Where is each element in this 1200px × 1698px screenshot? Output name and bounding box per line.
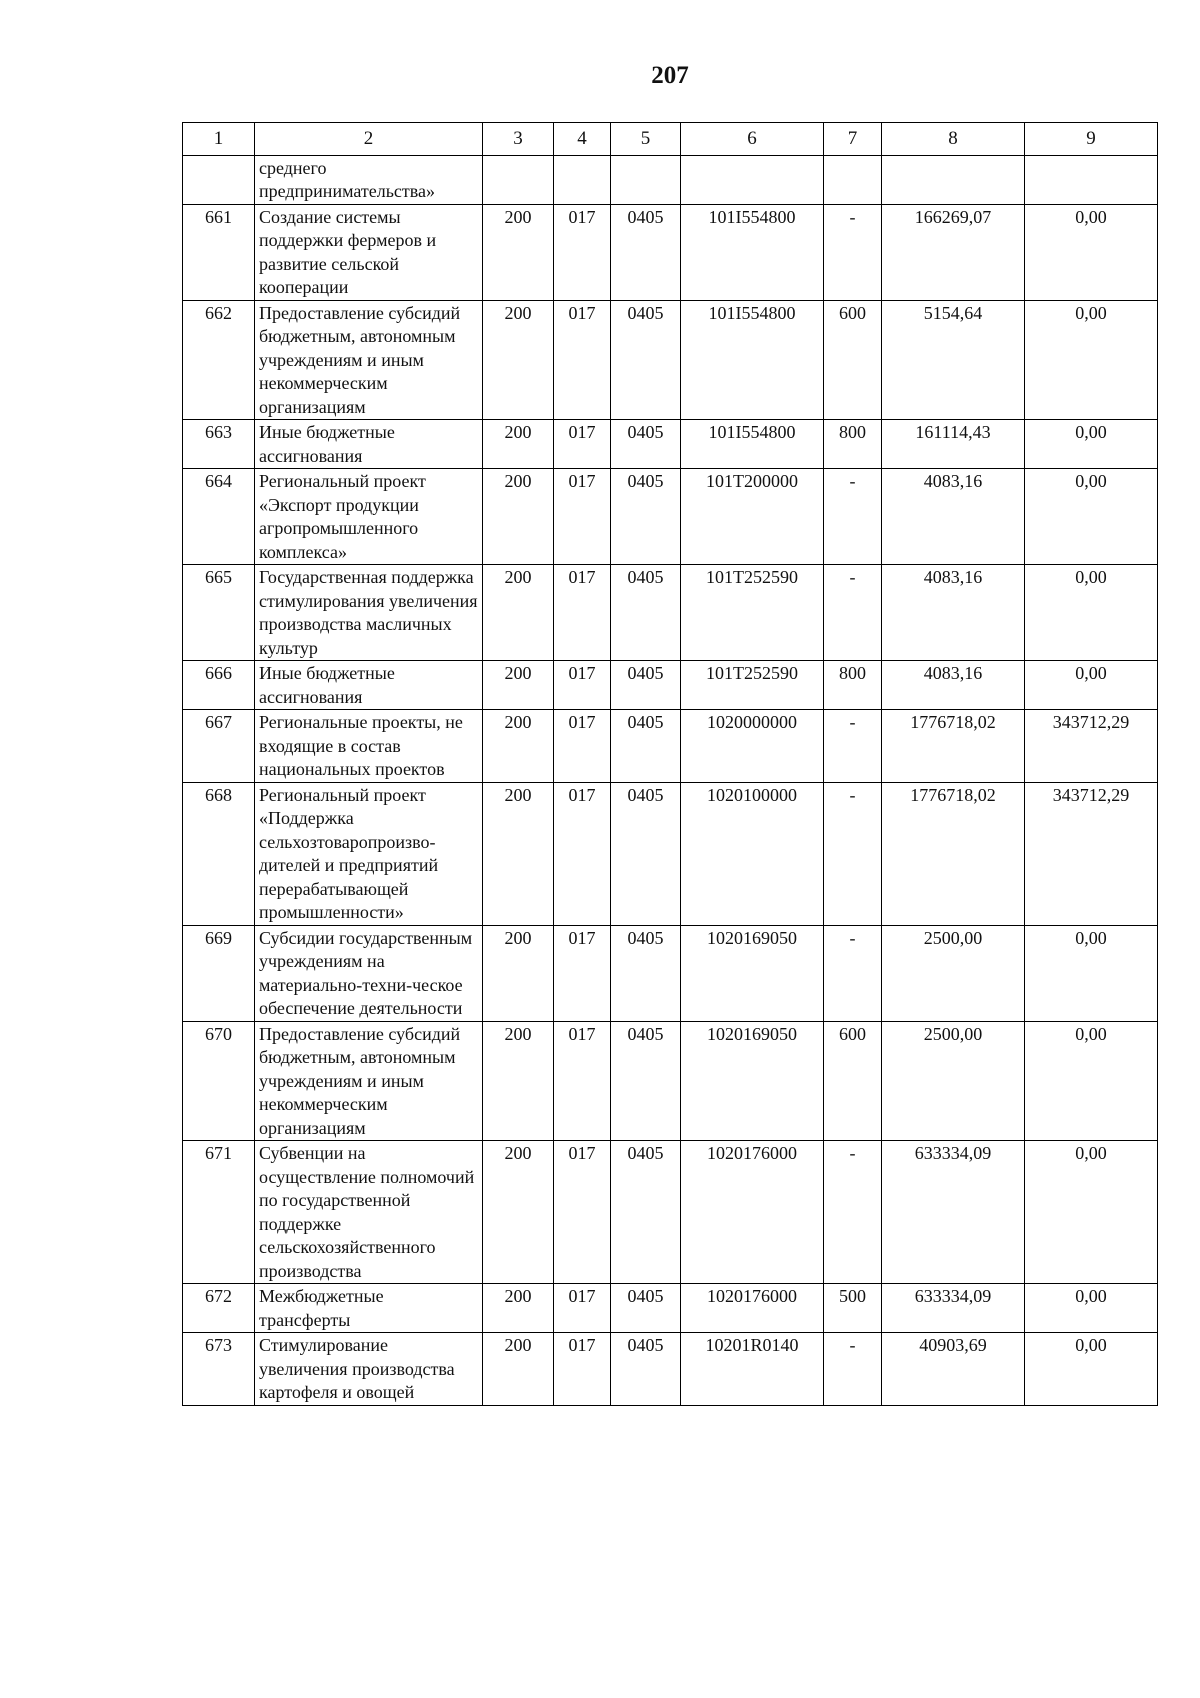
table-row <box>183 1284 1158 1333</box>
cell-code-3: 200 <box>483 710 554 783</box>
cell-code-4: 017 <box>554 469 611 565</box>
header-row <box>183 123 1158 156</box>
cell-code-5: 0405 <box>611 300 681 420</box>
cell-code-5: 0405 <box>611 204 681 300</box>
item-name: Предоставление субсидий бюджетным, автономным учреждениям и иным некоммерческим организациям <box>255 1021 483 1141</box>
cell-code-5: 0405 <box>611 565 681 661</box>
cell-amount-2: 0,00 <box>1025 925 1158 1021</box>
cell-target-code: 1020176000 <box>681 1284 824 1333</box>
column-header-2: 2 <box>255 123 483 156</box>
table-row <box>183 204 1158 300</box>
cell-code-3 <box>483 155 554 204</box>
cell-code-3: 200 <box>483 420 554 469</box>
item-name: Субвенции на осуществление полномочий по государственной поддержке сельскохозяйственного производства <box>255 1141 483 1284</box>
item-name: Региональные проекты, не входящие в состав национальных проектов <box>255 710 483 783</box>
item-name: Иные бюджетные ассигнования <box>255 661 483 710</box>
cell-amount: 4083,16 <box>882 469 1025 565</box>
item-name: Региональный проект «Экспорт продукции агропромышленного комплекса» <box>255 469 483 565</box>
item-name: Государственная поддержка стимулирования увеличения производства масличных культур <box>255 565 483 661</box>
cell-code-4: 017 <box>554 1284 611 1333</box>
cell-expense-type: - <box>824 565 882 661</box>
cell-code-4: 017 <box>554 420 611 469</box>
row-number: 673 <box>183 1333 255 1406</box>
row-number: 667 <box>183 710 255 783</box>
budget-table <box>182 122 1158 1406</box>
column-header-3: 3 <box>483 123 554 156</box>
cell-code-5: 0405 <box>611 661 681 710</box>
row-number: 669 <box>183 925 255 1021</box>
cell-target-code: 101I554800 <box>681 204 824 300</box>
cell-code-3: 200 <box>483 661 554 710</box>
cell-amount <box>882 155 1025 204</box>
cell-code-5: 0405 <box>611 1141 681 1284</box>
cell-amount: 161114,43 <box>882 420 1025 469</box>
cell-amount: 166269,07 <box>882 204 1025 300</box>
item-name: Межбюджетные трансферты <box>255 1284 483 1333</box>
cell-code-4: 017 <box>554 925 611 1021</box>
item-name: Региональный проект «Поддержка сельхозтоваропроизво-дителей и предприятий перерабатывающей промышленности» <box>255 782 483 925</box>
table-row <box>183 661 1158 710</box>
cell-amount-2 <box>1025 155 1158 204</box>
cell-code-5: 0405 <box>611 1284 681 1333</box>
row-number: 661 <box>183 204 255 300</box>
row-number: 664 <box>183 469 255 565</box>
cell-code-5: 0405 <box>611 925 681 1021</box>
cell-code-3: 200 <box>483 469 554 565</box>
cell-amount: 2500,00 <box>882 1021 1025 1141</box>
row-number: 668 <box>183 782 255 925</box>
cell-code-3: 200 <box>483 300 554 420</box>
cell-amount-2: 343712,29 <box>1025 710 1158 783</box>
cell-expense-type: 600 <box>824 1021 882 1141</box>
cell-target-code: 1020169050 <box>681 1021 824 1141</box>
cell-code-4: 017 <box>554 1141 611 1284</box>
row-number: 662 <box>183 300 255 420</box>
cell-expense-type <box>824 155 882 204</box>
cell-code-3: 200 <box>483 782 554 925</box>
cell-expense-type: 800 <box>824 661 882 710</box>
cell-code-3: 200 <box>483 565 554 661</box>
table-row <box>183 565 1158 661</box>
column-header-4: 4 <box>554 123 611 156</box>
column-header-8: 8 <box>882 123 1025 156</box>
cell-code-4: 017 <box>554 782 611 925</box>
cell-amount-2: 0,00 <box>1025 1021 1158 1141</box>
item-name: Субсидии государственным учреждениям на материально-техни-ческое обеспечение деятельности <box>255 925 483 1021</box>
table-row <box>183 155 1158 204</box>
table-row <box>183 1141 1158 1284</box>
cell-code-3: 200 <box>483 1021 554 1141</box>
cell-code-3: 200 <box>483 1284 554 1333</box>
item-name: Создание системы поддержки фермеров и развитие сельской кооперации <box>255 204 483 300</box>
cell-amount-2: 0,00 <box>1025 1333 1158 1406</box>
cell-amount: 1776718,02 <box>882 710 1025 783</box>
cell-code-5: 0405 <box>611 420 681 469</box>
cell-amount: 633334,09 <box>882 1141 1025 1284</box>
column-header-5: 5 <box>611 123 681 156</box>
cell-amount-2: 343712,29 <box>1025 782 1158 925</box>
cell-code-4: 017 <box>554 1021 611 1141</box>
cell-target-code: 10201R0140 <box>681 1333 824 1406</box>
cell-code-4 <box>554 155 611 204</box>
cell-code-3: 200 <box>483 925 554 1021</box>
cell-expense-type: 500 <box>824 1284 882 1333</box>
cell-expense-type: 600 <box>824 300 882 420</box>
cell-target-code: 1020176000 <box>681 1141 824 1284</box>
item-name: Предоставление субсидий бюджетным, автономным учреждениям и иным некоммерческим организациям <box>255 300 483 420</box>
cell-amount-2: 0,00 <box>1025 661 1158 710</box>
cell-amount-2: 0,00 <box>1025 469 1158 565</box>
cell-amount-2: 0,00 <box>1025 1141 1158 1284</box>
cell-amount-2: 0,00 <box>1025 420 1158 469</box>
cell-expense-type: - <box>824 782 882 925</box>
cell-code-5: 0405 <box>611 782 681 925</box>
item-name: Стимулирование увеличения производства картофеля и овощей <box>255 1333 483 1406</box>
cell-target-code: 101I554800 <box>681 420 824 469</box>
cell-expense-type: - <box>824 1141 882 1284</box>
cell-target-code: 1020000000 <box>681 710 824 783</box>
cell-amount-2: 0,00 <box>1025 565 1158 661</box>
cell-amount: 4083,16 <box>882 565 1025 661</box>
cell-code-5 <box>611 155 681 204</box>
cell-amount-2: 0,00 <box>1025 300 1158 420</box>
cell-amount: 5154,64 <box>882 300 1025 420</box>
cell-code-4: 017 <box>554 300 611 420</box>
row-number: 670 <box>183 1021 255 1141</box>
cell-expense-type: - <box>824 1333 882 1406</box>
column-header-1: 1 <box>183 123 255 156</box>
cell-target-code: 101T200000 <box>681 469 824 565</box>
row-number <box>183 155 255 204</box>
cell-amount: 4083,16 <box>882 661 1025 710</box>
cell-amount-2: 0,00 <box>1025 204 1158 300</box>
table-row <box>183 300 1158 420</box>
cell-expense-type: - <box>824 469 882 565</box>
row-number: 671 <box>183 1141 255 1284</box>
cell-expense-type: - <box>824 710 882 783</box>
cell-target-code <box>681 155 824 204</box>
table-body <box>183 155 1158 1405</box>
cell-code-5: 0405 <box>611 469 681 565</box>
cell-target-code: 101T252590 <box>681 565 824 661</box>
cell-target-code: 1020100000 <box>681 782 824 925</box>
table-row <box>183 1021 1158 1141</box>
cell-code-4: 017 <box>554 565 611 661</box>
cell-code-4: 017 <box>554 661 611 710</box>
cell-code-4: 017 <box>554 710 611 783</box>
cell-amount: 40903,69 <box>882 1333 1025 1406</box>
table-row <box>183 782 1158 925</box>
column-header-9: 9 <box>1025 123 1158 156</box>
column-header-6: 6 <box>681 123 824 156</box>
cell-code-3: 200 <box>483 1333 554 1406</box>
item-name: среднего предпринимательства» <box>255 155 483 204</box>
table-row <box>183 925 1158 1021</box>
row-number: 672 <box>183 1284 255 1333</box>
cell-expense-type: 800 <box>824 420 882 469</box>
column-header-7: 7 <box>824 123 882 156</box>
cell-code-5: 0405 <box>611 1333 681 1406</box>
cell-code-3: 200 <box>483 1141 554 1284</box>
row-number: 665 <box>183 565 255 661</box>
row-number: 663 <box>183 420 255 469</box>
table-row <box>183 1333 1158 1406</box>
cell-code-5: 0405 <box>611 1021 681 1141</box>
table-row <box>183 469 1158 565</box>
cell-expense-type: - <box>824 925 882 1021</box>
cell-code-5: 0405 <box>611 710 681 783</box>
cell-code-4: 017 <box>554 1333 611 1406</box>
cell-target-code: 101I554800 <box>681 300 824 420</box>
cell-code-4: 017 <box>554 204 611 300</box>
cell-amount: 1776718,02 <box>882 782 1025 925</box>
cell-amount: 2500,00 <box>882 925 1025 1021</box>
row-number: 666 <box>183 661 255 710</box>
table-row <box>183 420 1158 469</box>
cell-target-code: 1020169050 <box>681 925 824 1021</box>
table-row <box>183 710 1158 783</box>
cell-amount: 633334,09 <box>882 1284 1025 1333</box>
cell-code-3: 200 <box>483 204 554 300</box>
page-number: 207 <box>651 62 689 89</box>
item-name: Иные бюджетные ассигнования <box>255 420 483 469</box>
cell-expense-type: - <box>824 204 882 300</box>
cell-amount-2: 0,00 <box>1025 1284 1158 1333</box>
cell-target-code: 101T252590 <box>681 661 824 710</box>
